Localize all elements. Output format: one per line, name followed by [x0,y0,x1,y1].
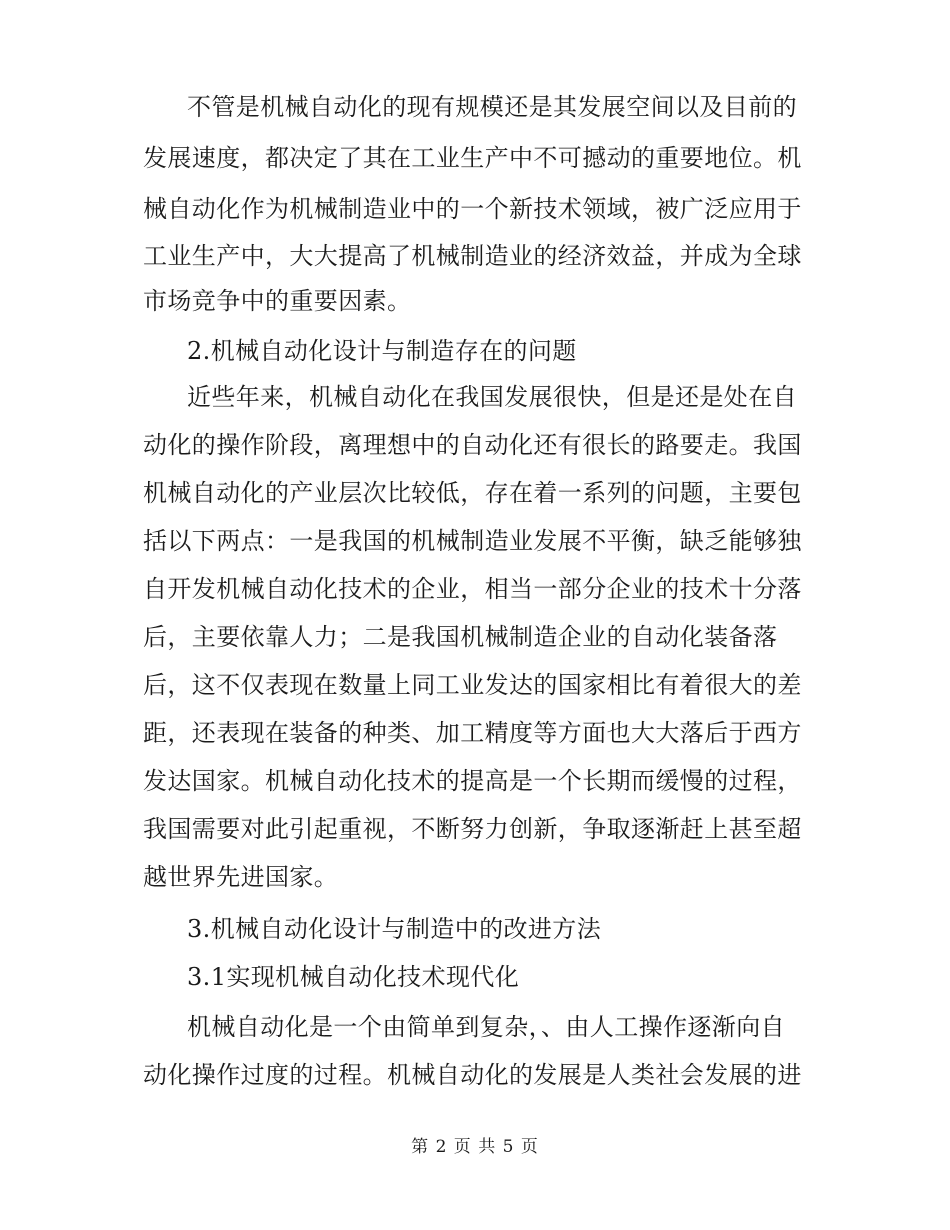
paragraph-line: 我国需要对此引起重视，不断努力创新，争取逐渐赶上甚至超 [143,815,802,843]
paragraph-line: 市场竞争中的重要因素。 [143,287,412,315]
section-heading-3: 3.机械自动化设计与制造中的改进方法 [187,915,602,943]
paragraph-line: 后，这不仅表现在数量上同工业发达的国家相比有着很大的差 [143,671,802,699]
paragraph-line: 自开发机械自动化技术的企业，相当一部分企业的技术十分落 [143,575,802,603]
paragraph-line: 不管是机械自动化的现有规模还是其发展空间以及目前的 [187,93,797,121]
section-heading-2: 2.机械自动化设计与制造存在的问题 [187,337,577,365]
paragraph-line: 机械自动化的产业层次比较低，存在着一系列的问题，主要包 [143,479,802,507]
paragraph-line: 动化的操作阶段，离理想中的自动化还有很长的路要走。我国 [143,431,802,459]
paragraph-line: 距，还表现在装备的种类、加工精度等方面也大大落后于西方 [143,719,802,747]
paragraph-line: 越世界先进国家。 [143,863,339,891]
paragraph-line: 械自动化作为机械制造业中的一个新技术领域，被广泛应用于 [143,195,802,223]
subsection-heading-3-1: 3.1实现机械自动化技术现代化 [187,963,520,991]
paragraph-line: 后，主要依靠人力；二是我国机械制造企业的自动化装备落 [143,623,778,651]
page-number-footer: 第 2 页 共 5 页 [411,1137,539,1157]
paragraph-line: 括以下两点：一是我国的机械制造业发展不平衡，缺乏能够独 [143,527,802,555]
paragraph-line: 发达国家。机械自动化技术的提高是一个长期而缓慢的过程， [143,767,802,795]
paragraph-line: 近些年来，机械自动化在我国发展很快，但是还是处在自 [187,383,797,411]
paragraph-line: 机械自动化是一个由简单到复杂，、由人工操作逐渐向自 [187,1013,785,1041]
paragraph-line: 发展速度，都决定了其在工业生产中不可撼动的重要地位。机 [143,144,802,172]
paragraph-line: 工业生产中，大大提高了机械制造业的经济效益，并成为全球 [143,242,802,270]
paragraph-line: 动化操作过度的过程。机械自动化的发展是人类社会发展的进 [143,1061,802,1089]
